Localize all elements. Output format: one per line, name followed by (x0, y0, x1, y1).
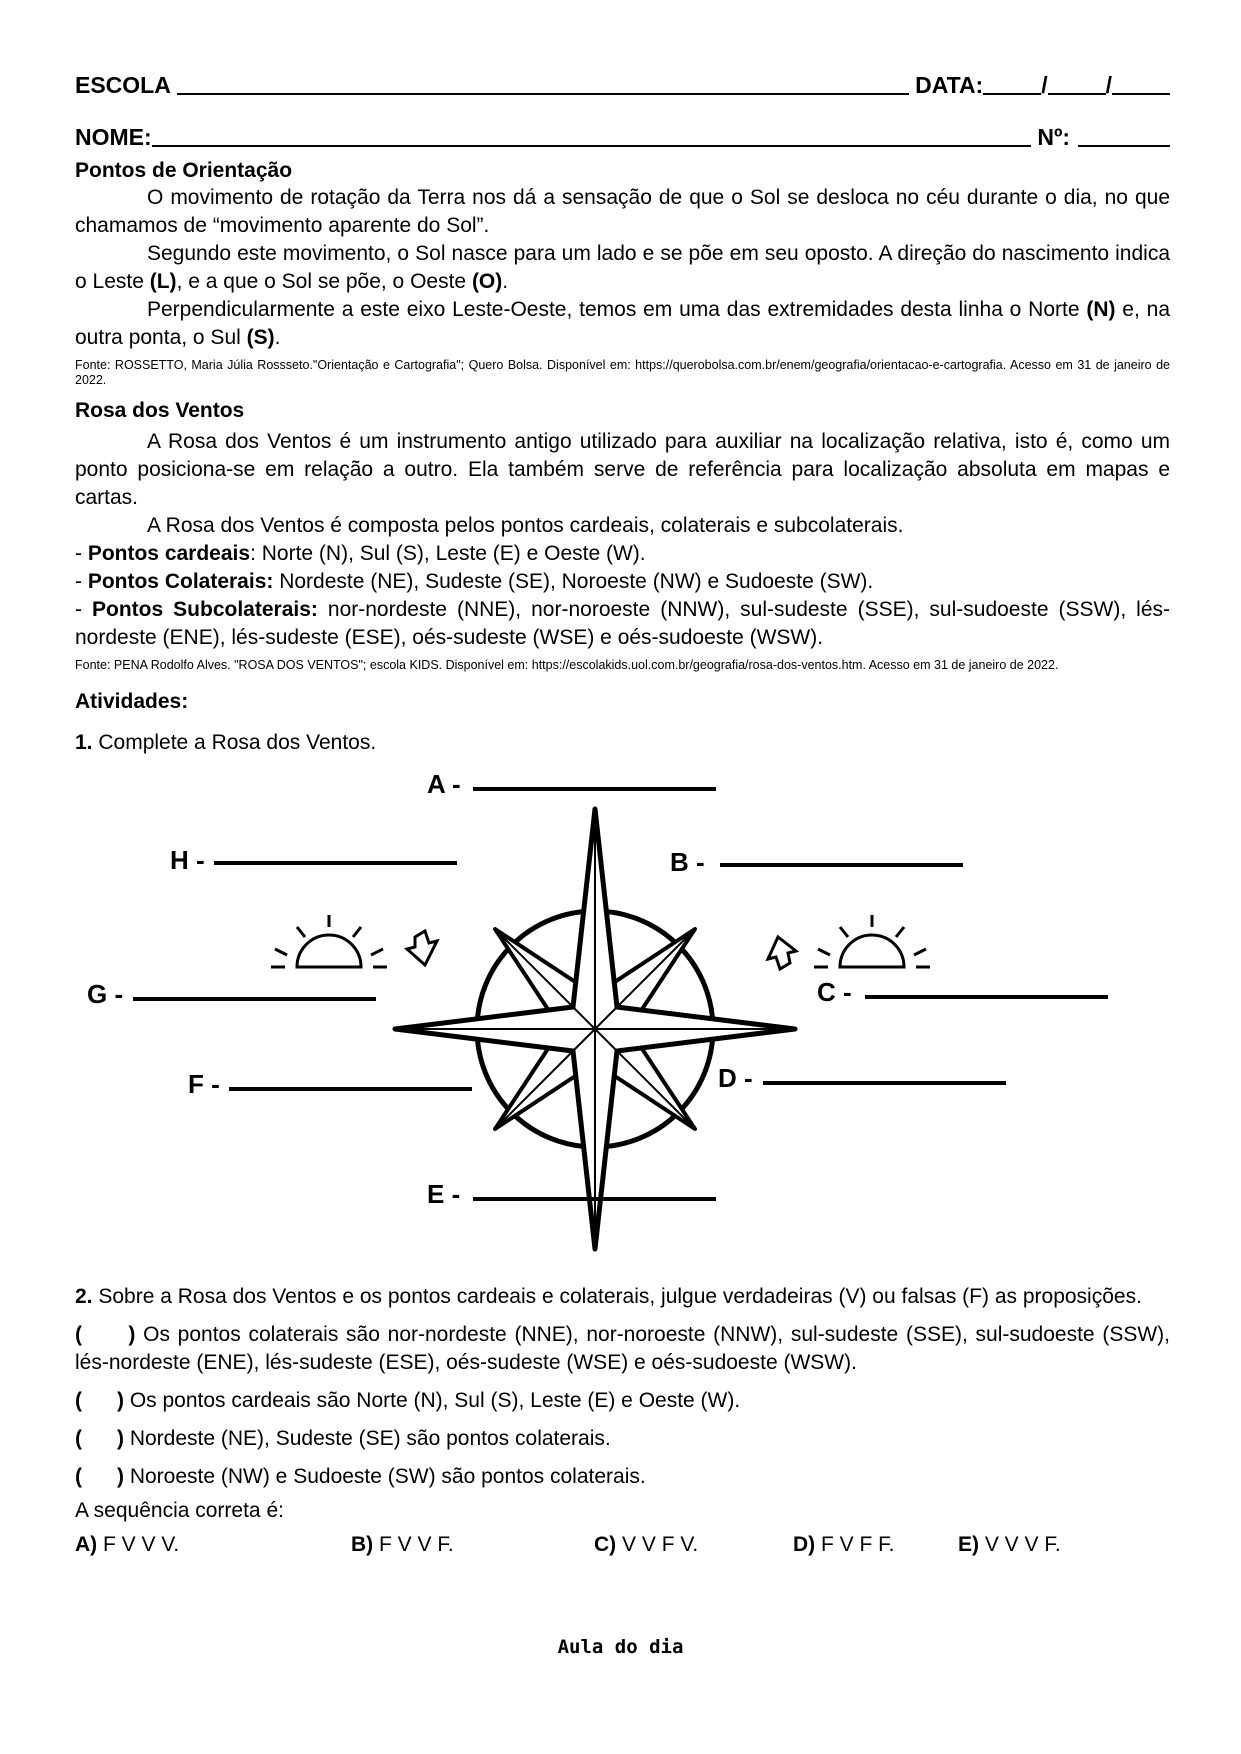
paragraph-rosa-1: A Rosa dos Ventos é um instrumento antigo utilizado para auxiliar na localização relativa, isto é, como um ponto posiciona-se em relação a outro. Ela também serve de referência para localização absoluta em mapas e cartas. (75, 430, 1170, 509)
date-year-field[interactable] (1112, 93, 1170, 95)
school-label: ESCOLA (75, 72, 171, 98)
date-sep-2: / (1105, 72, 1112, 98)
paragraph-3: Perpendicularmente a este eixo Leste-Oeste, temos em uma das extremidades desta linha o Norte (N) e, na outra ponta, o Sul (S). (75, 298, 1170, 349)
number-label: Nº: (1037, 124, 1070, 150)
option-c[interactable]: C) V V F V. (594, 1533, 699, 1556)
answer-options (75, 1531, 1170, 1559)
paragraph-1: O movimento de rotação da Terra nos dá a sensação de que o Sol se desloca no céu durante o dia, no que chamamos de “movimento aparente do Sol”. (75, 186, 1170, 237)
source-citation-1: Fonte: ROSSETTO, Maria Júlia Rossseto."Orientação e Cartografia"; Quero Bolsa. Disponível em: https://querobolsa.com.br/enem/geografia/orientacao-e-cartografia. Acesso em 31 de janeiro de 2022. (75, 358, 1170, 387)
option-e[interactable]: E) V V V F. (958, 1533, 1061, 1556)
date-sep-1: / (1041, 72, 1048, 98)
answer-line-f[interactable] (229, 1087, 472, 1091)
question-2: 2. Sobre a Rosa dos Ventos e os pontos cardeais e colaterais, julgue verdadeiras (V) ou falsas (F) as proposições. (75, 1285, 1142, 1308)
name-row (75, 122, 1170, 152)
answer-box-4[interactable]: ( ) (75, 1465, 124, 1488)
answer-line-g[interactable] (133, 997, 376, 1001)
date-label: DATA: (915, 72, 984, 98)
answer-line-a[interactable] (473, 787, 716, 791)
answer-box-2[interactable]: ( ) (75, 1389, 124, 1412)
subcolaterais-item: - Pontos Subcolaterais: nor-nordeste (NNE), nor-noroeste (NNW), sul-sudeste (SSE), sul-sudoeste (SSW), lés-nordeste (ENE), lés-sudeste (ESE), oés-sudeste (WSE) e oés-sudoeste (WSW). (75, 598, 1170, 649)
sequence-prompt: A sequência correta é: (75, 1499, 284, 1522)
label-f: F - (188, 1069, 220, 1099)
proposition-2: ( ) Os pontos cardeais são Norte (N), Sul (S), Leste (E) e Oeste (W). (75, 1389, 741, 1412)
date-month-field[interactable] (1048, 93, 1106, 95)
sunrise-icon (768, 915, 930, 969)
label-a: A - (427, 769, 461, 799)
question-1: 1. Complete a Rosa dos Ventos. (75, 731, 377, 754)
paragraph-2: Segundo este movimento, o Sol nasce para um lado e se põe em seu oposto. A direção do nascimento indica o Leste (L), e a que o Sol se põe, o Oeste (O). (75, 242, 1170, 293)
paragraph-rosa-2: A Rosa dos Ventos é composta pelos pontos cardeais, colaterais e subcolaterais. (147, 514, 904, 537)
answer-box-3[interactable]: ( ) (75, 1427, 124, 1450)
proposition-1: ( ) Os pontos colaterais são nor-nordeste (NNE), nor-noroeste (NNW), sul-sudeste (SSE), sul-sudoeste (SSW), lés-nordeste (ENE), lés-sudeste (ESE), oés-sudeste (WSE) e oés-sudoeste (WSW). (75, 1323, 1170, 1374)
number-field[interactable] (1078, 145, 1170, 147)
answer-line-c[interactable] (865, 995, 1108, 999)
option-b[interactable]: B) F V V F. (351, 1533, 454, 1556)
answer-line-b[interactable] (720, 863, 963, 867)
section-title-orientacao: Pontos de Orientação (75, 159, 293, 182)
name-label: NOME: (75, 124, 152, 150)
colaterais-item: - Pontos Colaterais: Nordeste (NE), Sudeste (SE), Noroeste (NW) e Sudoeste (SW). (75, 570, 874, 593)
date-day-field[interactable] (983, 93, 1041, 95)
label-d: D - (718, 1063, 753, 1093)
option-a[interactable]: A) F V V V. (75, 1533, 180, 1556)
activities-title: Atividades: (75, 690, 189, 713)
section-title-rosa: Rosa dos Ventos (75, 399, 245, 422)
school-field[interactable] (177, 93, 909, 95)
proposition-3: ( ) Nordeste (NE), Sudeste (SE) são pontos colaterais. (75, 1427, 611, 1450)
compass-exercise (75, 767, 1170, 1277)
source-citation-2: Fonte: PENA Rodolfo Alves. "ROSA DOS VENTOS"; escola KIDS. Disponível em: https://escolakids.uol.com.br/geografia/rosa-dos-ventos.htm. Acesso em 31 de janeiro de 2022. (75, 658, 1059, 672)
proposition-4: ( ) Noroeste (NW) e Sudoeste (SW) são pontos colaterais. (75, 1465, 646, 1488)
answer-line-h[interactable] (214, 861, 457, 865)
cardeais-item: - Pontos cardeais: Norte (N), Sul (S), Leste (E) e Oeste (W). (75, 542, 646, 565)
answer-box-1[interactable]: ( ) (75, 1323, 136, 1346)
sunset-icon (271, 915, 437, 967)
answer-line-d[interactable] (763, 1081, 1006, 1085)
school-row (75, 70, 1170, 100)
label-h: H - (170, 845, 205, 875)
footer-caption: Aula do dia (557, 1636, 684, 1658)
label-b: B - (670, 847, 705, 877)
label-e: E - (427, 1179, 461, 1209)
worksheet (75, 70, 1170, 1559)
answer-line-e[interactable] (473, 1197, 716, 1201)
option-d[interactable]: D) F V F F. (793, 1533, 895, 1556)
name-field[interactable] (152, 145, 1032, 147)
label-g: G - (87, 979, 124, 1009)
label-c: C - (817, 977, 852, 1007)
